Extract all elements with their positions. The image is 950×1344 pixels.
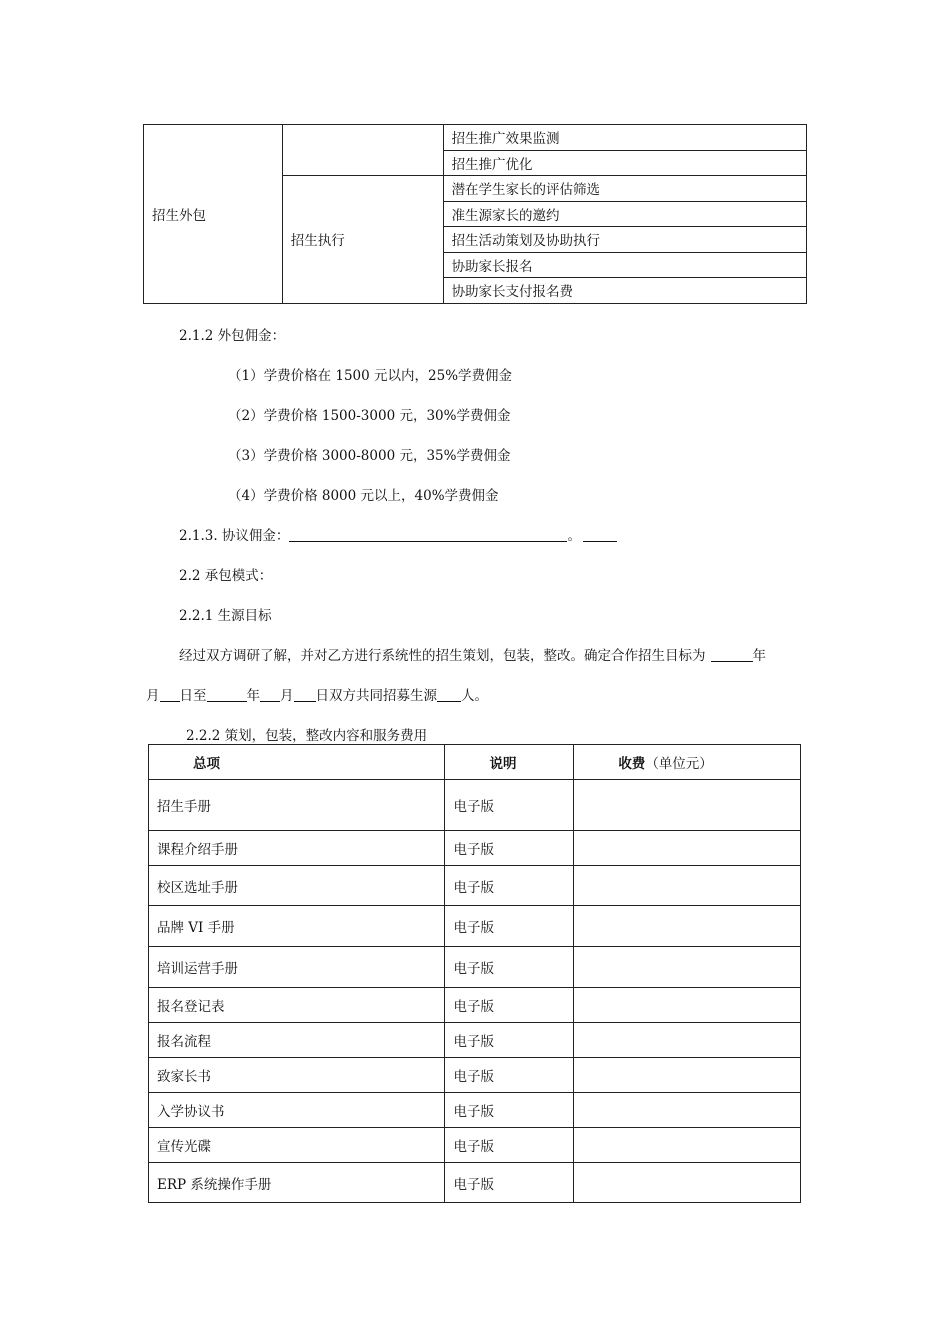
year-blank[interactable] <box>711 647 753 662</box>
table-row <box>149 1163 801 1203</box>
table-row <box>149 1093 801 1128</box>
row-item: 培训运营手册 <box>149 947 445 988</box>
row-item: 报名流程 <box>149 1023 445 1058</box>
scope-item: 准生源家长的邀约 <box>443 201 806 227</box>
commission-item: （2）学费价格 1500-3000 元，30%学费佣金 <box>228 408 511 424</box>
row-fee[interactable] <box>574 780 801 831</box>
people-label: 人。 <box>461 688 488 704</box>
row-desc: 电子版 <box>445 1023 574 1058</box>
row-fee[interactable] <box>574 1128 801 1163</box>
agreed-commission-suffix: 。 <box>567 528 581 544</box>
end-day-blank[interactable] <box>294 687 316 702</box>
header-fee: 收费（单位元） <box>574 745 801 780</box>
row-fee[interactable] <box>574 1023 801 1058</box>
row-desc: 电子版 <box>445 988 574 1023</box>
section-heading-222: 2.2.2 策划，包装，整改内容和服务费用 <box>186 728 428 744</box>
category-cell: 招生外包 <box>144 125 283 304</box>
row-fee[interactable] <box>574 831 801 866</box>
row-fee[interactable] <box>574 988 801 1023</box>
agreed-commission-line <box>179 524 617 544</box>
row-desc: 电子版 <box>445 1128 574 1163</box>
row-fee[interactable] <box>574 947 801 988</box>
commission-item: （4）学费价格 8000 元以上，40%学费佣金 <box>228 488 499 504</box>
header-desc: 说明 <box>445 745 574 780</box>
day-blank[interactable] <box>160 687 180 702</box>
row-item: 宣传光碟 <box>149 1128 445 1163</box>
end-month-label: 月 <box>280 688 294 704</box>
end-month-blank[interactable] <box>260 687 280 702</box>
table-row <box>149 947 801 988</box>
row-desc: 电子版 <box>445 1093 574 1128</box>
row-item: 致家长书 <box>149 1058 445 1093</box>
commission-blank[interactable] <box>289 527 567 542</box>
scope-item: 协助家长支付报名费 <box>443 278 806 304</box>
end-day-label: 日双方共同招募生源 <box>315 688 437 704</box>
section-heading-22: 2.2 承包模式： <box>179 568 273 584</box>
table-row <box>149 988 801 1023</box>
table-row <box>149 866 801 906</box>
scope-item: 招生活动策划及协助执行 <box>443 227 806 253</box>
table-row <box>149 780 801 831</box>
end-year-blank[interactable] <box>207 687 247 702</box>
commission-item: （1）学费价格在 1500 元以内，25%学费佣金 <box>228 368 513 384</box>
row-item: 校区选址手册 <box>149 866 445 906</box>
row-desc: 电子版 <box>445 906 574 947</box>
table-row <box>149 831 801 866</box>
end-year-label: 年 <box>246 688 260 704</box>
commission-blank-2[interactable] <box>583 527 617 542</box>
row-desc: 电子版 <box>445 866 574 906</box>
scope-item: 招生推广效果监测 <box>443 125 806 151</box>
scope-item: 潜在学生家长的评估筛选 <box>443 176 806 202</box>
group-1-cell <box>282 125 443 176</box>
month-label: 月 <box>146 688 160 704</box>
row-fee[interactable] <box>574 1093 801 1128</box>
row-desc: 电子版 <box>445 1163 574 1203</box>
table-row <box>149 906 801 947</box>
scope-table <box>143 124 807 304</box>
target-paragraph-line-2 <box>146 684 488 704</box>
agreed-commission-label: 2.1.3. 协议佣金： <box>179 528 290 544</box>
table-row <box>149 1128 801 1163</box>
section-heading-221: 2.2.1 生源目标 <box>179 608 272 624</box>
year-label: 年 <box>752 648 766 664</box>
table-row <box>144 125 807 151</box>
row-item: 招生手册 <box>149 780 445 831</box>
table-header-row <box>149 745 801 780</box>
row-item: 报名登记表 <box>149 988 445 1023</box>
group-2-cell: 招生执行 <box>282 176 443 304</box>
target-paragraph-line-1 <box>179 644 766 664</box>
row-item: 品牌 VI 手册 <box>149 906 445 947</box>
row-fee[interactable] <box>574 1058 801 1093</box>
people-blank[interactable] <box>437 687 461 702</box>
row-desc: 电子版 <box>445 947 574 988</box>
table-row <box>149 1058 801 1093</box>
row-desc: 电子版 <box>445 1058 574 1093</box>
target-text: 经过双方调研了解，并对乙方进行系统性的招生策划，包装，整改。确定合作招生目标为 <box>179 648 706 664</box>
row-desc: 电子版 <box>445 831 574 866</box>
scope-item: 招生推广优化 <box>443 150 806 176</box>
fee-table <box>148 744 801 1203</box>
row-item: 课程介绍手册 <box>149 831 445 866</box>
row-item: ERP 系统操作手册 <box>149 1163 445 1203</box>
row-fee[interactable] <box>574 866 801 906</box>
row-fee[interactable] <box>574 906 801 947</box>
header-item: 总项 <box>149 745 445 780</box>
section-heading-212: 2.1.2 外包佣金： <box>179 328 286 344</box>
row-desc: 电子版 <box>445 780 574 831</box>
commission-item: （3）学费价格 3000-8000 元，35%学费佣金 <box>228 448 511 464</box>
row-fee[interactable] <box>574 1163 801 1203</box>
day-to-label: 日至 <box>179 688 207 704</box>
row-item: 入学协议书 <box>149 1093 445 1128</box>
scope-item: 协助家长报名 <box>443 252 806 278</box>
table-row <box>149 1023 801 1058</box>
